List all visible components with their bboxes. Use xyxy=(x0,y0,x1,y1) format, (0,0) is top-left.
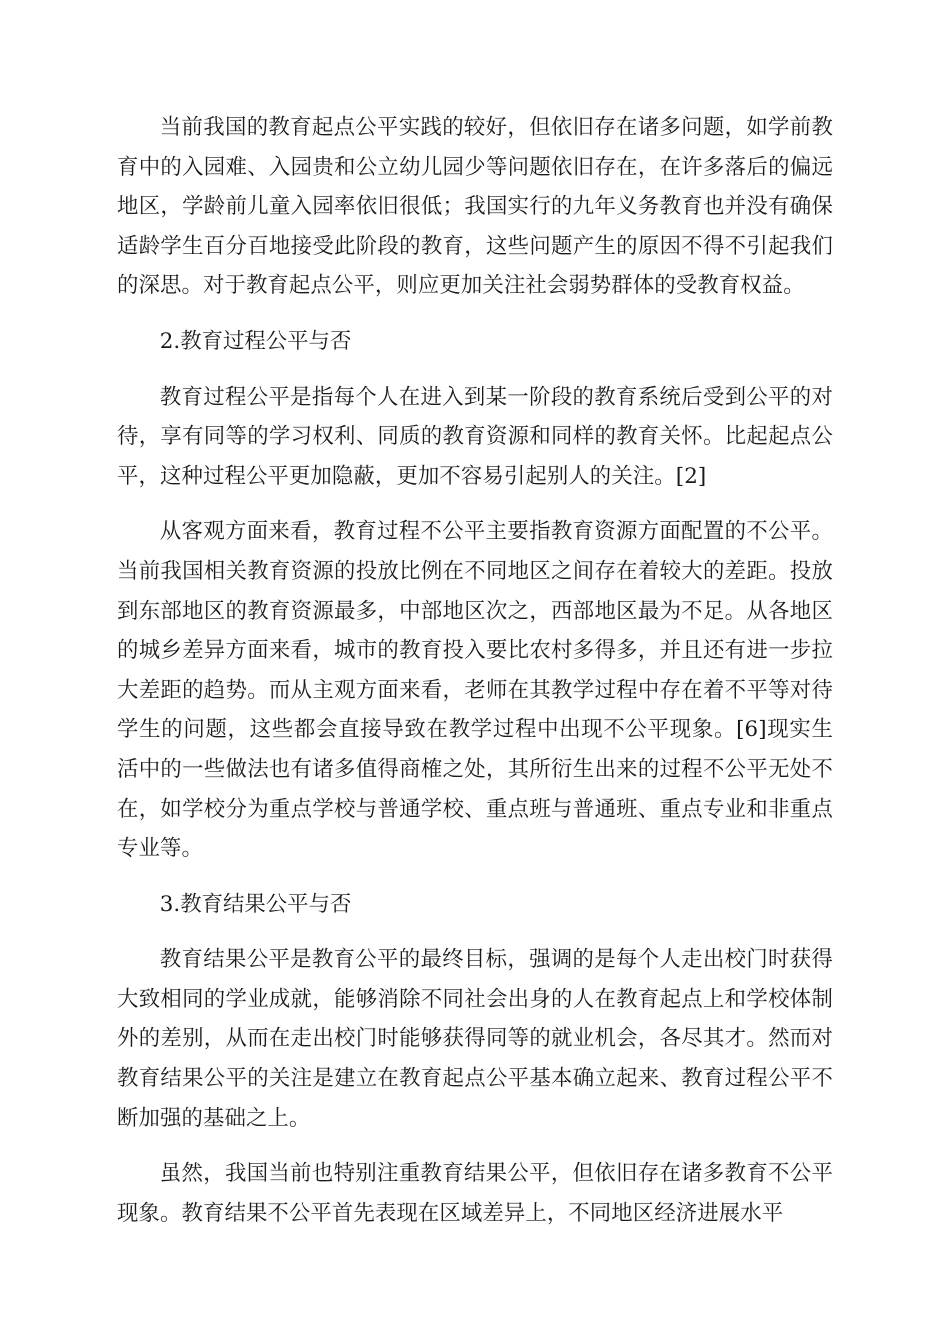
paragraph-start-fairness-issues: 当前我国的教育起点公平实践的较好，但依旧存在诸多问题，如学前教育中的入园难、入园贵和公立幼儿园少等问题依旧存在，在许多落后的偏远地区，学龄前儿童入园率依旧很低；我国实行的九年义务教育也并没有确保适龄学生百分百地接受此阶段的教育，这些问题产生的原因不得不引起我们的深思。对于教育起点公平，则应更加关注社会弱势群体的受教育权益。 xyxy=(117,115,833,299)
paragraph-result-unfairness: 虽然，我国当前也特别注重教育结果公平，但依旧存在诸多教育不公平现象。教育结果不公平首先表现在区域差异上，不同地区经济进展水平 xyxy=(117,1161,833,1226)
section-heading-result-fairness: 3.教育结果公平与否 xyxy=(159,891,352,917)
paragraph-process-unfairness: 从客观方面来看，教育过程不公平主要指教育资源方面配置的不公平。当前我国相关教育资源的投放比例在不同地区之间存在着较大的差距。投放到东部地区的教育资源最多，中部地区次之，西部地区最为不足。从各地区的城乡差异方面来看，城市的教育投入要比农村多得多，并且还有进一步拉大差距的趋势。而从主观方面来看，老师在其教学过程中存在着不平等对待学生的问题，这些都会直接导致在教学过程中出现不公平现象。[6]现实生活中的一些做法也有诸多值得商榷之处，其所衍生出来的过程不公平无处不在，如学校分为重点学校与普通学校、重点班与普通班、重点专业和非重点专业等。 xyxy=(117,519,833,862)
paragraph-result-fairness-definition: 教育结果公平是教育公平的最终目标，强调的是每个人走出校门时获得大致相同的学业成就，能够消除不同社会出身的人在教育起点上和学校体制外的差别，从而在走出校门时能够获得同等的就业机会，各尽其才。然而对教育结果公平的关注是建立在教育起点公平基本确立起来、教育过程公平不断加强的基础之上。 xyxy=(117,947,833,1131)
paragraph-process-fairness-definition: 教育过程公平是指每个人在进入到某一阶段的教育系统后受到公平的对待，享有同等的学习权利、同质的教育资源和同样的教育关怀。比起起点公平，这种过程公平更加隐蔽，更加不容易引起别人的关注。[2] xyxy=(117,384,833,489)
document-page xyxy=(117,108,833,1233)
section-heading-process-fairness: 2.教育过程公平与否 xyxy=(159,328,352,354)
